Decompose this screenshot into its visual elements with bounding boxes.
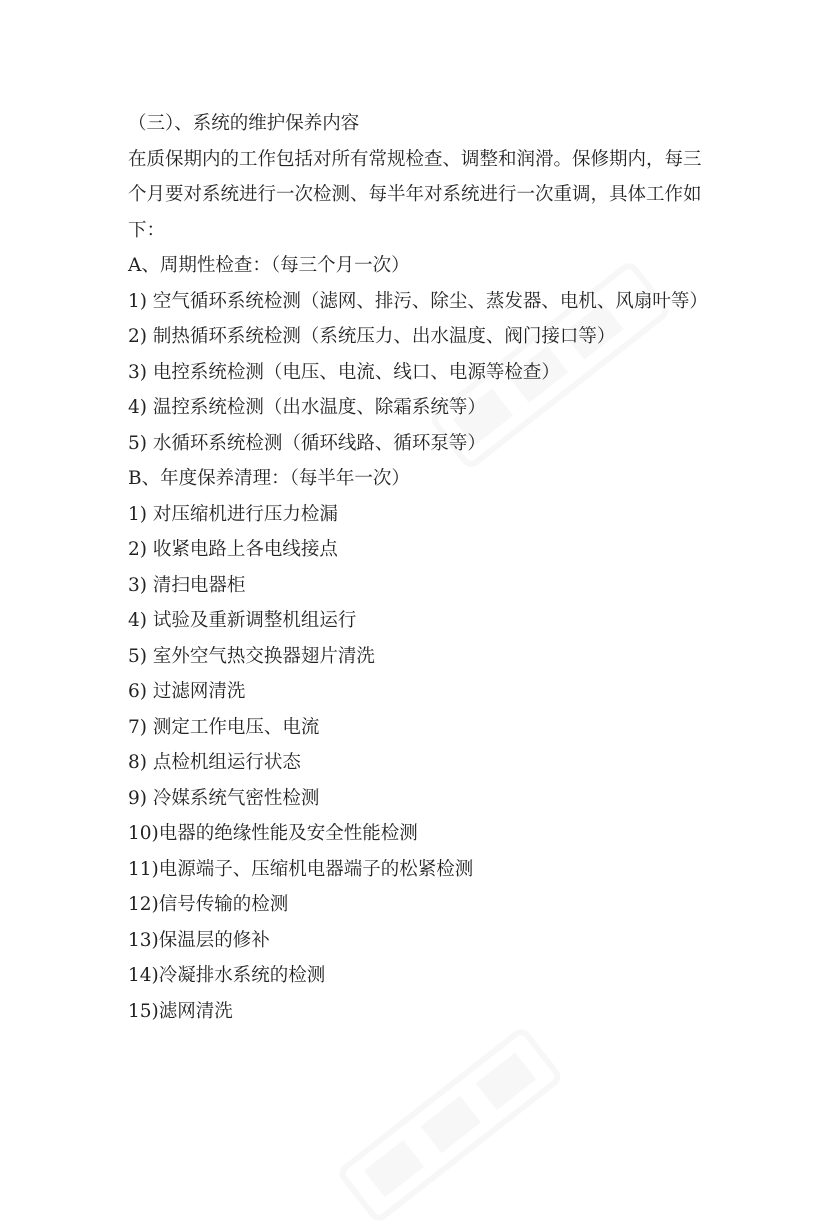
list-item: 10)电器的绝缘性能及安全性能检测	[128, 823, 418, 844]
list-item: 5) 水循环系统检测（循环线路、循环泵等）	[128, 432, 486, 454]
watermark-stamp-bottom	[334, 1024, 566, 1226]
intro-paragraph: 在质保期内的工作包括对所有常规检查、调整和润滑。保修期内，每三个月要对系统进行一次检测、每半年对系统进行一次重调，具体工作如下：	[128, 148, 702, 241]
part-a-list	[128, 284, 708, 462]
list-item: 12)信号传输的检测	[128, 894, 289, 915]
list-item: 14)冷凝排水系统的检测	[128, 965, 326, 986]
document-body	[128, 106, 708, 1029]
list-item: 8) 点检机组运行状态	[128, 752, 301, 773]
list-item: 2) 收紧电路上各电线接点	[128, 539, 338, 560]
list-item: 15)滤网清洗	[128, 1000, 233, 1022]
part-a-heading: A、周期性检查：（每三个月一次）	[128, 255, 410, 276]
section-title: （三）、系统的维护保养内容	[128, 113, 360, 134]
list-item: 9) 冷媒系统气密性检测	[128, 787, 320, 809]
list-item: 2) 制热循环系统检测（系统压力、出水温度、阀门接口等）	[128, 326, 616, 347]
list-item: 1) 空气循环系统检测（滤网、排污、除尘、蒸发器、电机、风扇叶等）	[128, 290, 708, 312]
list-item: 3) 电控系统检测（电压、电流、线口、电源等检查）	[128, 361, 560, 383]
list-item: 4) 温控系统检测（出水温度、除霜系统等）	[128, 397, 486, 418]
list-item: 3) 清扫电器柜	[128, 574, 246, 596]
list-item: 11)电源端子、压缩机电器端子的松紧检测	[128, 858, 474, 880]
list-item: 7) 测定工作电压、电流	[128, 716, 320, 738]
part-b-list	[128, 497, 708, 1030]
list-item: 5) 室外空气热交换器翅片清洗	[128, 645, 375, 667]
list-item: 6) 过滤网清洗	[128, 681, 246, 702]
list-item: 13)保温层的修补	[128, 929, 270, 951]
part-b-heading: B、年度保养清理：（每半年一次）	[128, 468, 410, 489]
list-item: 4) 试验及重新调整机组运行	[128, 610, 357, 631]
list-item: 1) 对压缩机进行压力检漏	[128, 503, 338, 525]
